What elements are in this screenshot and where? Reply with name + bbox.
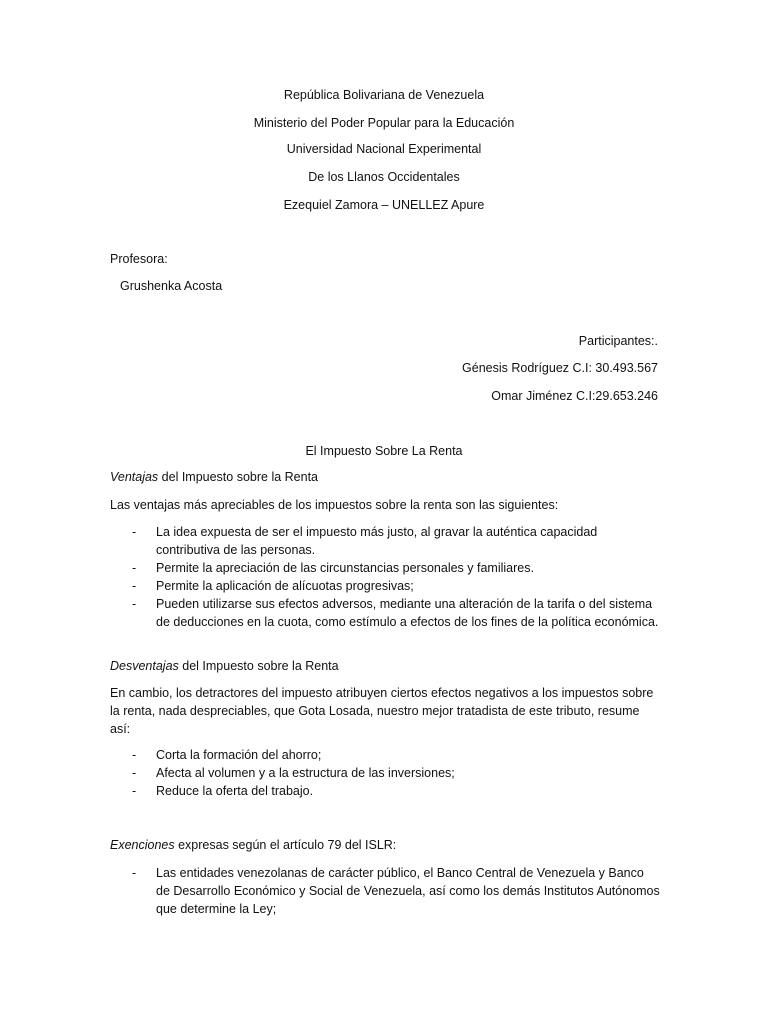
advantages-heading bbox=[110, 468, 660, 486]
disadvantages-heading-em: Desventajas bbox=[110, 659, 179, 673]
header-line-llanos: De los Llanos Occidentales bbox=[308, 170, 460, 184]
participants-label: Participantes:. bbox=[578, 334, 658, 348]
header-line-ministry: Ministerio del Poder Popular para la Educación bbox=[253, 116, 515, 130]
list-item: - La idea expuesta de ser el impuesto más justo, al gravar la auténtica capacidad contributiva de las personas. bbox=[110, 523, 660, 559]
header-line-republic: República Bolivariana de Venezuela bbox=[283, 88, 485, 102]
exemptions-list bbox=[110, 864, 660, 918]
advantages-heading-rest: del Impuesto sobre la Renta bbox=[158, 470, 319, 484]
header-line-university: Universidad Nacional Experimental bbox=[286, 142, 482, 156]
document-title: El Impuesto Sobre La Renta bbox=[305, 444, 463, 458]
disadvantages-heading-rest: del Impuesto sobre la Renta bbox=[178, 659, 339, 673]
advantages-intro: Las ventajas más apreciables de los impuestos sobre la renta son las siguientes: bbox=[110, 498, 559, 512]
professor-name: Grushenka Acosta bbox=[120, 279, 223, 293]
participant-omar: Omar Jiménez C.I:29.653.246 bbox=[491, 389, 658, 403]
header-line-unellez: Ezequiel Zamora – UNELLEZ Apure bbox=[283, 198, 485, 212]
disadvantages-list bbox=[110, 746, 660, 800]
exemptions-heading-em: Exenciones bbox=[110, 838, 175, 852]
disadvantages-intro: En cambio, los detractores del impuesto atribuyen ciertos efectos negativos a los impuestos sobre la renta, nada despreciables, que Gota Losada, nuestro mejor tratadista de este tributo, resume así: bbox=[110, 686, 654, 736]
list-item: - Pueden utilizarse sus efectos adversos, mediante una alteración de la tarifa o del sistema de deducciones en la cuota, como estímulo a efectos de los fines de la política económica. bbox=[110, 595, 660, 631]
disadvantages-heading bbox=[110, 657, 660, 675]
list-item: - Afecta al volumen y a la estructura de las inversiones; bbox=[110, 764, 660, 782]
list-item: - Permite la aplicación de alícuotas progresivas; bbox=[110, 577, 660, 595]
exemptions-heading-rest: expresas según el artículo 79 del ISLR: bbox=[174, 838, 397, 852]
advantages-heading-em: Ventajas bbox=[110, 470, 159, 484]
advantages-list bbox=[110, 523, 660, 631]
list-item: - Corta la formación del ahorro; bbox=[110, 746, 660, 764]
list-item: - Permite la apreciación de las circunstancias personales y familiares. bbox=[110, 559, 660, 577]
exemptions-heading bbox=[110, 836, 660, 854]
list-item: - Las entidades venezolanas de carácter público, el Banco Central de Venezuela y Banco de Desarrollo Económico y Social de Venezuela, así como los demás Institutos Autónomos que determine la Ley; bbox=[110, 864, 660, 918]
list-item: - Reduce la oferta del trabajo. bbox=[110, 782, 660, 800]
professor-label: Profesora: bbox=[110, 252, 168, 266]
participant-genesis: Génesis Rodríguez C.I: 30.493.567 bbox=[462, 361, 658, 375]
